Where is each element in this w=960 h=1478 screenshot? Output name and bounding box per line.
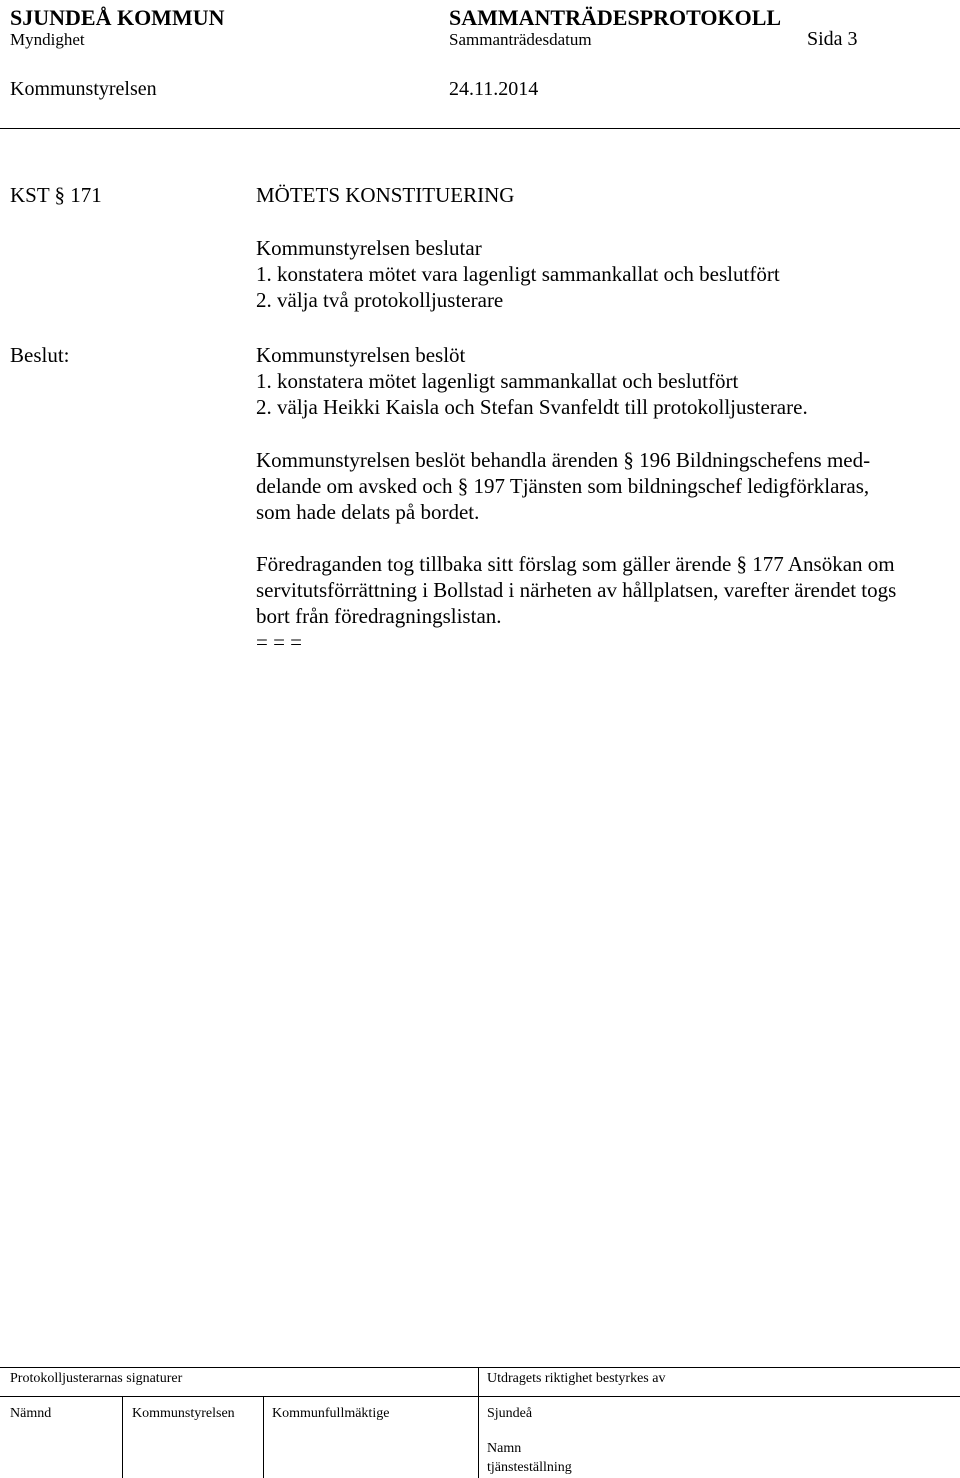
end-mark: = = = [256,630,303,654]
section-title: MÖTETS KONSTITUERING [256,183,515,207]
paragraph-line: delande om avsked och § 197 Tjänsten som bildningschef ledigförklaras, [256,474,870,498]
proposal-line: Kommunstyrelsen beslutar [256,236,482,260]
decision-block [256,342,808,420]
title-label: tjänsteställning [487,1460,572,1475]
authority-name: Kommunstyrelsen [10,78,157,100]
footer-col-divider-1 [122,1396,123,1478]
column-kommunfullmaktige: Kommunfullmäktige [272,1406,390,1421]
paragraph-line: Föredraganden tog tillbaka sitt förslag som gäller ärende § 177 Ansökan om [256,552,895,576]
section-id: KST § 171 [10,183,102,207]
paragraph-line: bort från föredragningslistan. [256,604,502,628]
paragraph-withdrawn-item [256,551,896,655]
column-kommunstyrelsen: Kommunstyrelsen [132,1406,235,1421]
footer-center-divider [478,1367,479,1478]
authority-label: Myndighet [10,30,85,49]
page-number: Sida 3 [807,28,858,50]
decision-label: Beslut: [10,343,70,367]
signatures-label: Protokolljusterarnas signaturer [10,1371,183,1386]
proposal-line: 2. välja två protokolljusterare [256,288,504,312]
paragraph-line: som hade delats på bordet. [256,500,480,524]
certify-label: Utdragets riktighet bestyrkes av [487,1371,666,1386]
header-divider [0,128,960,129]
paragraph-line: servitutsförrättning i Bollstad i närheten av hållplatsen, varefter ärendet togs [256,578,897,602]
column-namnd: Nämnd [10,1406,52,1421]
place-label: Sjundeå [487,1406,533,1421]
organization-name: SJUNDEÅ KOMMUN [10,5,225,30]
footer-header-rule [0,1396,960,1397]
name-label: Namn [487,1441,522,1456]
decision-line: Kommunstyrelsen beslöt [256,343,466,367]
proposal-block [256,235,780,313]
proposal-line: 1. konstatera mötet vara lagenligt sammankallat och beslutfört [256,262,780,286]
meeting-date: 24.11.2014 [449,78,539,100]
decision-line: 1. konstatera mötet lagenligt sammankallat och beslutfört [256,369,739,393]
paragraph-line: Kommunstyrelsen beslöt behandla ärenden § 196 Bildningschefens med- [256,448,871,472]
footer-top-rule [0,1367,960,1368]
decision-line: 2. välja Heikki Kaisla och Stefan Svanfeldt till protokolljusterare. [256,395,808,419]
document-type: SAMMANTRÄDESPROTOKOLL [449,5,782,30]
date-label: Sammanträdesdatum [449,30,592,49]
paragraph-tabled-items [256,447,870,525]
footer-col-divider-2 [263,1396,264,1478]
